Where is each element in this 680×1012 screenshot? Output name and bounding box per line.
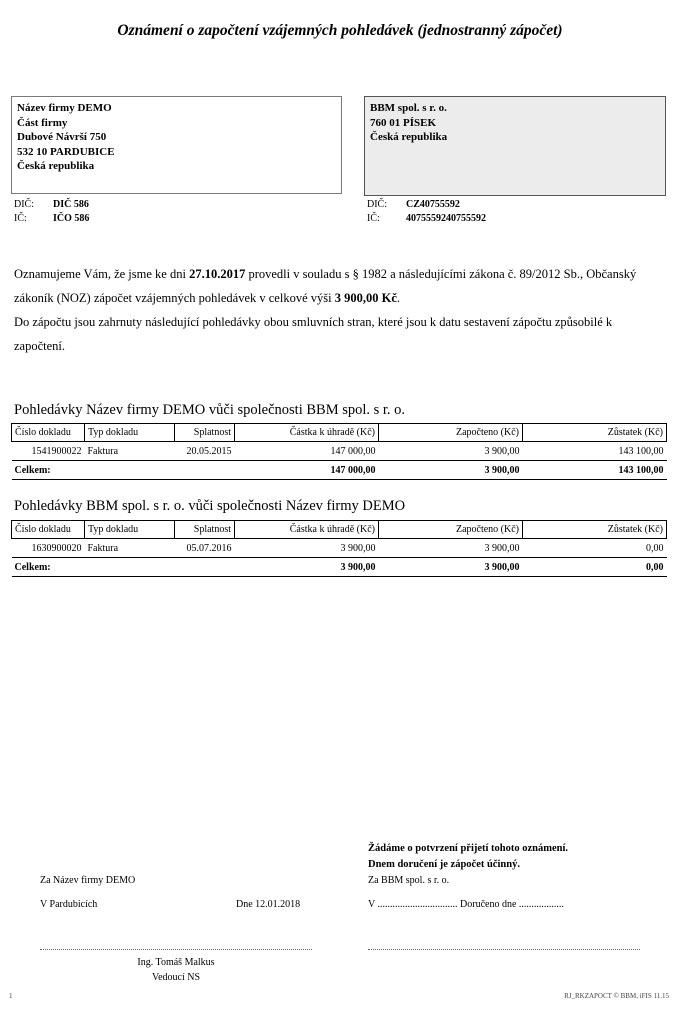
cell-balance: 143 100,00 <box>618 445 664 457</box>
notice-text-scope: Do zápočtu jsou zahrnuty následující pohledávky obou smluvních stran, které jsou k datu sestavení zápočtu způsobilé k započtení. <box>14 315 613 353</box>
left-date: Dne 12.01.2018 <box>236 899 301 910</box>
col-offset: Započteno (Kč) <box>379 424 523 442</box>
col-offset: Započteno (Kč) <box>379 521 523 539</box>
offset-amount: 3 900,00 Kč <box>334 291 397 305</box>
section2-heading: Pohledávky BBM spol. s r. o. vůči společnosti Název firmy DEMO <box>14 498 406 514</box>
confirmation-request-line2: Dnem doručení je zápočet účinný. <box>368 859 520 870</box>
sender-dic-row <box>14 198 89 211</box>
total-balance: 0,00 <box>523 558 667 577</box>
sender-ic-value: IČO 586 <box>53 213 90 224</box>
sender-street: Dubové Návrší 750 <box>17 131 107 143</box>
cell-doc-type: Faktura <box>87 445 119 457</box>
col-balance: Zůstatek (Kč) <box>523 521 667 539</box>
total-row <box>12 558 667 577</box>
signer-role: Vedoucí NS <box>151 972 201 983</box>
total-row <box>12 461 667 480</box>
section1-table <box>11 423 667 480</box>
col-amount: Částka k úhradě (Kč) <box>235 424 379 442</box>
sender-ic-row <box>14 212 89 225</box>
total-label: Celkem: <box>12 558 85 577</box>
report-code: RJ_RKZAPOCT © BBM, iFIS 11.15 <box>564 992 669 1000</box>
sender-ic-label: IČ: <box>14 213 27 224</box>
col-amount: Částka k úhradě (Kč) <box>235 521 379 539</box>
section2-table <box>11 520 667 577</box>
right-party-label: Za BBM spol. s r. o. <box>368 875 450 886</box>
cell-offset: 3 900,00 <box>484 445 520 457</box>
cell-balance: 0,00 <box>646 542 664 554</box>
sender-dic-label: DIČ: <box>14 199 34 210</box>
total-amount: 147 000,00 <box>235 461 379 480</box>
table-header-row <box>12 424 667 442</box>
cell-amount: 147 000,00 <box>330 445 376 457</box>
confirmation-request-line1: Žádáme o potvrzení přijetí tohoto oznámení. <box>368 843 569 854</box>
total-label: Celkem: <box>12 461 85 480</box>
sender-country: Česká republika <box>17 160 95 172</box>
notice-text-part1: Oznamujeme Vám, že jsme ke dni <box>14 267 190 281</box>
recipient-name: BBM spol. s r. o. <box>370 102 447 114</box>
col-doc-type: Typ dokladu <box>85 521 175 539</box>
cell-amount: 3 900,00 <box>340 542 376 554</box>
col-balance: Zůstatek (Kč) <box>523 424 667 442</box>
left-signature-line <box>40 949 312 950</box>
table-row <box>12 539 667 558</box>
recipient-ic-row <box>367 212 486 225</box>
cell-doc-number: 1630900020 <box>31 542 82 554</box>
confirmation-request <box>368 841 568 873</box>
total-offset: 3 900,00 <box>379 461 523 480</box>
total-balance: 143 100,00 <box>523 461 667 480</box>
recipient-country: Česká republika <box>370 131 448 143</box>
sender-city: 532 10 PARDUBICE <box>17 145 115 158</box>
recipient-dic-value: CZ40755592 <box>406 199 460 210</box>
cell-doc-number: 1541900022 <box>31 445 82 457</box>
total-amount: 3 900,00 <box>235 558 379 577</box>
recipient-ic-label: IČ: <box>367 213 380 224</box>
cell-offset: 3 900,00 <box>484 542 520 554</box>
col-doc-type: Typ dokladu <box>85 424 175 442</box>
sender-address-box <box>11 96 342 194</box>
section1-heading: Pohledávky Název firmy DEMO vůči společnosti BBM spol. s r. o. <box>14 402 406 418</box>
col-due-date: Splatnost <box>175 521 235 539</box>
page-number: 1 <box>9 992 13 1000</box>
document-title: Oznámení o započtení vzájemných pohledávek (jednostranný zápočet) <box>117 22 563 39</box>
notice-text-part2: provedli v souladu s § 1982 a následujícími zákona č. 89/2012 Sb., Občanský zákoník (NOZ) zápočet vzájemných pohledávek v celkové výši <box>14 267 637 305</box>
col-doc-number: Číslo dokladu <box>12 521 85 539</box>
signer-name: Ing. Tomáš Malkus <box>137 957 215 968</box>
cell-due-date: 20.05.2015 <box>186 445 232 457</box>
left-party-label: Za Název firmy DEMO <box>40 875 136 886</box>
recipient-dic-label: DIČ: <box>367 199 387 210</box>
total-offset: 3 900,00 <box>379 558 523 577</box>
recipient-city: 760 01 PÍSEK <box>370 116 437 129</box>
sender-division: Část firmy <box>17 116 68 129</box>
left-place: V Pardubicích <box>40 899 98 910</box>
offset-date: 27.10.2017 <box>189 267 246 281</box>
recipient-ic-value: 4075559240755592 <box>406 213 486 224</box>
table-row <box>12 442 667 461</box>
sender-dic-value: DIČ 586 <box>53 199 89 210</box>
notice-text-part3: . <box>396 291 400 305</box>
cell-doc-type: Faktura <box>87 542 119 554</box>
notice-text <box>14 262 664 358</box>
col-due-date: Splatnost <box>175 424 235 442</box>
col-doc-number: Číslo dokladu <box>12 424 85 442</box>
cell-due-date: 05.07.2016 <box>186 542 232 554</box>
right-place-and-delivery: V ................................ Doručeno dne .................. <box>368 899 564 910</box>
sender-name: Název firmy DEMO <box>17 102 112 114</box>
recipient-dic-row <box>367 198 460 211</box>
right-signature-line <box>368 949 640 950</box>
recipient-address-box <box>364 96 666 196</box>
table-header-row <box>12 521 667 539</box>
